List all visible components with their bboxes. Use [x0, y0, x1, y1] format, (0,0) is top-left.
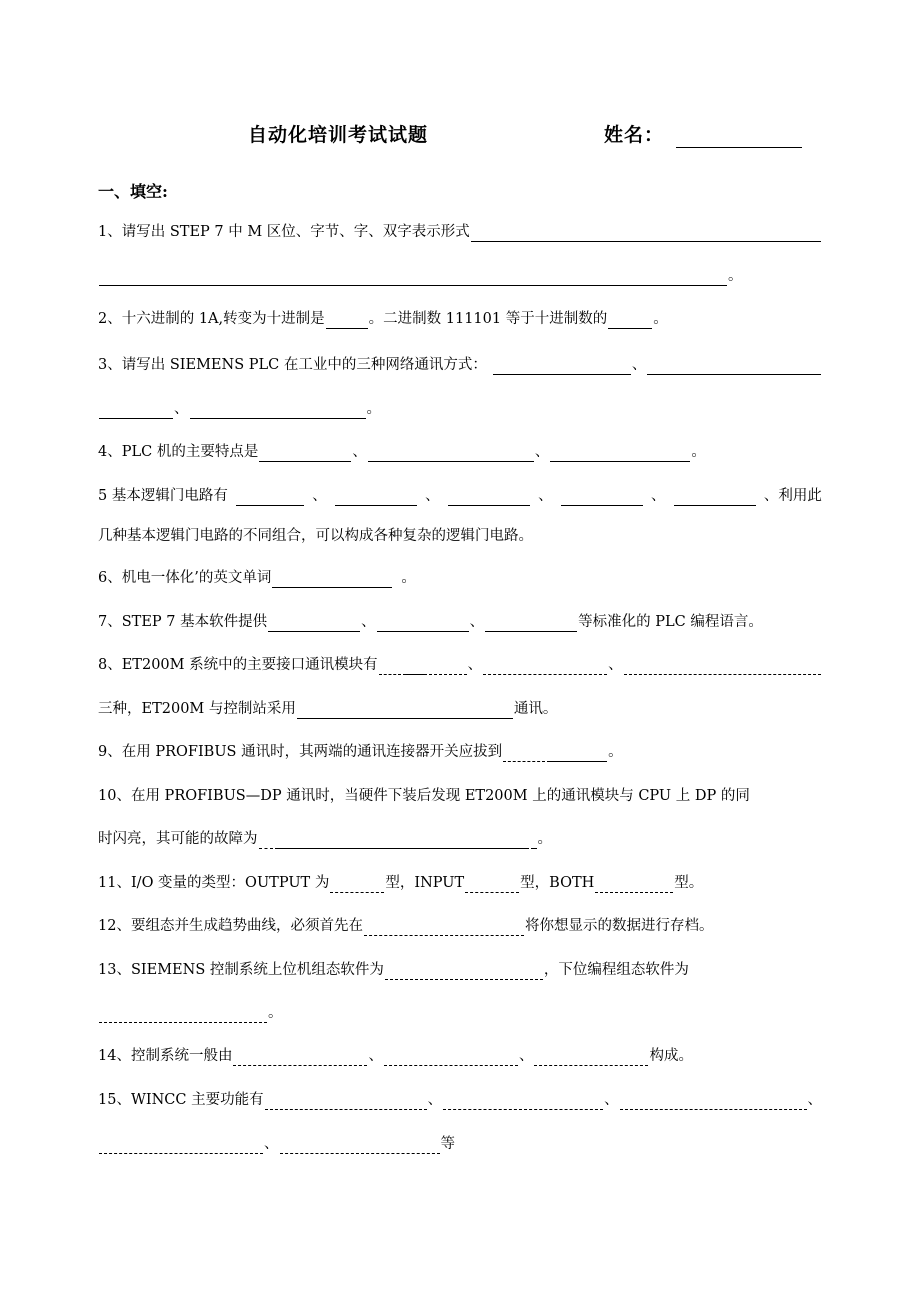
- name-field[interactable]: [676, 147, 802, 148]
- answer-blank[interactable]: [531, 831, 537, 849]
- question-11-text: 11、I/O 变量的类型：OUTPUT 为: [98, 875, 330, 891]
- answer-blank[interactable]: [99, 401, 173, 419]
- question-12-text: 12、要组态并生成趋势曲线，必须首先在: [98, 918, 363, 934]
- question-4-text: 4、PLC 机的主要特点是: [98, 444, 259, 460]
- answer-blank[interactable]: [385, 962, 543, 980]
- answer-blank[interactable]: [280, 1136, 440, 1154]
- answer-blank[interactable]: [379, 657, 401, 675]
- answer-blank[interactable]: [377, 614, 469, 632]
- question-4: 4、PLC 机的主要特点是 、 、 。: [98, 444, 706, 460]
- answer-blank[interactable]: [259, 831, 273, 849]
- section-heading: 一、填空:: [98, 182, 168, 201]
- answer-blank[interactable]: [297, 701, 513, 719]
- answer-blank[interactable]: [403, 657, 427, 675]
- answer-blank[interactable]: [443, 1092, 603, 1110]
- question-12: 12、要组态并生成趋势曲线，必须首先在 将你想显示的数据进行存档。: [98, 918, 714, 934]
- answer-blank[interactable]: [493, 357, 631, 375]
- answer-blank[interactable]: [471, 224, 821, 242]
- answer-blank[interactable]: [236, 488, 304, 506]
- question-3-line-1: 3、请写出 SIEMENS PLC 在工业中的三种网络通讯方式： 、: [98, 351, 822, 375]
- answer-blank[interactable]: [503, 744, 545, 762]
- question-3-line-2: 、 。: [98, 395, 822, 419]
- question-5-text: 5 基本逻辑门电路有: [98, 488, 228, 504]
- question-14: 14、控制系统一般由 、 、 构成。: [98, 1048, 693, 1064]
- answer-blank[interactable]: [620, 1092, 807, 1110]
- question-8-line-1: 8、ET200M 系统中的主要接口通讯模块有 、 、: [98, 651, 822, 675]
- answer-blank[interactable]: [335, 488, 417, 506]
- answer-blank[interactable]: [233, 1048, 367, 1066]
- question-14-text: 14、控制系统一般由: [98, 1048, 233, 1064]
- answer-blank[interactable]: [674, 488, 756, 506]
- answer-blank[interactable]: [647, 357, 821, 375]
- answer-blank[interactable]: [550, 444, 690, 462]
- name-label: 姓名：: [604, 124, 665, 146]
- answer-blank[interactable]: [190, 401, 366, 419]
- question-10-line-1: [98, 782, 822, 806]
- question-1-line-1: [98, 218, 822, 242]
- answer-blank[interactable]: [547, 744, 607, 762]
- answer-blank[interactable]: [259, 444, 351, 462]
- answer-blank[interactable]: [364, 918, 524, 936]
- question-1-text: 1、请写出 STEP 7 中 M 区位、字节、字、双字表示形式: [98, 224, 470, 240]
- exam-header: [0, 120, 920, 154]
- question-2-text: 2、十六进制的 1A,转变为十进制是: [98, 311, 325, 327]
- answer-blank[interactable]: [368, 444, 534, 462]
- question-1-line-2: 。: [98, 262, 822, 286]
- answer-blank[interactable]: [429, 657, 467, 675]
- question-15-line-2: 、 等: [98, 1130, 822, 1154]
- question-2: 2、十六进制的 1A,转变为十进制是 。二进制数 111101 等于十进制数的 。: [98, 311, 668, 327]
- answer-blank[interactable]: [483, 657, 607, 675]
- answer-blank[interactable]: [561, 488, 643, 506]
- answer-blank[interactable]: [326, 311, 368, 329]
- question-9: 9、在用 PROFIBUS 通讯时，其两端的通讯连接器开关应拔到 。: [98, 744, 623, 760]
- question-10-line-2: 时闪亮，其可能的故障为 。: [98, 831, 552, 847]
- answer-blank[interactable]: [265, 1092, 427, 1110]
- answer-blank[interactable]: [275, 831, 529, 849]
- answer-blank[interactable]: [465, 875, 519, 893]
- question-11: 11、I/O 变量的类型：OUTPUT 为 型， INPUT 型， BOTH 型。: [98, 875, 704, 891]
- answer-blank[interactable]: [534, 1048, 648, 1066]
- question-8-line-2: 三种，ET200M 与控制站采用 通讯。: [98, 701, 558, 717]
- answer-blank[interactable]: [448, 488, 530, 506]
- answer-blank[interactable]: [99, 1005, 267, 1023]
- answer-blank[interactable]: [608, 311, 652, 329]
- answer-blank[interactable]: [624, 657, 821, 675]
- question-10-text: 10、在用 PROFIBUS—DP 通讯时，当硬件下装后发现 ET200M 上的通讯模块与 CPU 上 DP 的同: [98, 788, 750, 804]
- question-3-text: 3、请写出 SIEMENS PLC 在工业中的三种网络通讯方式：: [98, 357, 487, 373]
- answer-blank[interactable]: [595, 875, 673, 893]
- question-5-line-1: 5 基本逻辑门电路有 、 、 、 、 、利用此: [98, 488, 822, 504]
- answer-blank[interactable]: [268, 614, 360, 632]
- question-5-line-2: 几种基本逻辑门电路的不同组合，可以构成各种复杂的逻辑门电路。: [98, 528, 533, 544]
- exam-title: 自动化培训考试试题: [248, 124, 429, 146]
- answer-blank[interactable]: [384, 1048, 518, 1066]
- answer-blank[interactable]: [272, 570, 392, 588]
- answer-blank[interactable]: [99, 1136, 263, 1154]
- answer-blank[interactable]: [99, 268, 727, 286]
- question-15-text: 15、WINCC 主要功能有: [98, 1092, 264, 1108]
- question-13-text: 13、SIEMENS 控制系统上位机组态软件为: [98, 962, 384, 978]
- question-13-line-2: 。: [98, 999, 822, 1023]
- answer-blank[interactable]: [485, 614, 577, 632]
- question-7-text: 7、STEP 7 基本软件提供: [98, 614, 268, 630]
- question-8-text: 8、ET200M 系统中的主要接口通讯模块有: [98, 657, 378, 673]
- question-13-line-1: 13、SIEMENS 控制系统上位机组态软件为 ，下位编程组态软件为: [98, 962, 689, 978]
- question-7: 7、STEP 7 基本软件提供 、 、 等标准化的 PLC 编程语言。: [98, 614, 763, 630]
- question-6: 6、机电一体化’的英文单词 。: [98, 570, 416, 586]
- question-9-text: 9、在用 PROFIBUS 通讯时，其两端的通讯连接器开关应拔到: [98, 744, 503, 760]
- question-6-text: 6、机电一体化’的英文单词: [98, 570, 272, 586]
- answer-blank[interactable]: [330, 875, 384, 893]
- question-15-line-1: 15、WINCC 主要功能有 、 、 、: [98, 1092, 822, 1108]
